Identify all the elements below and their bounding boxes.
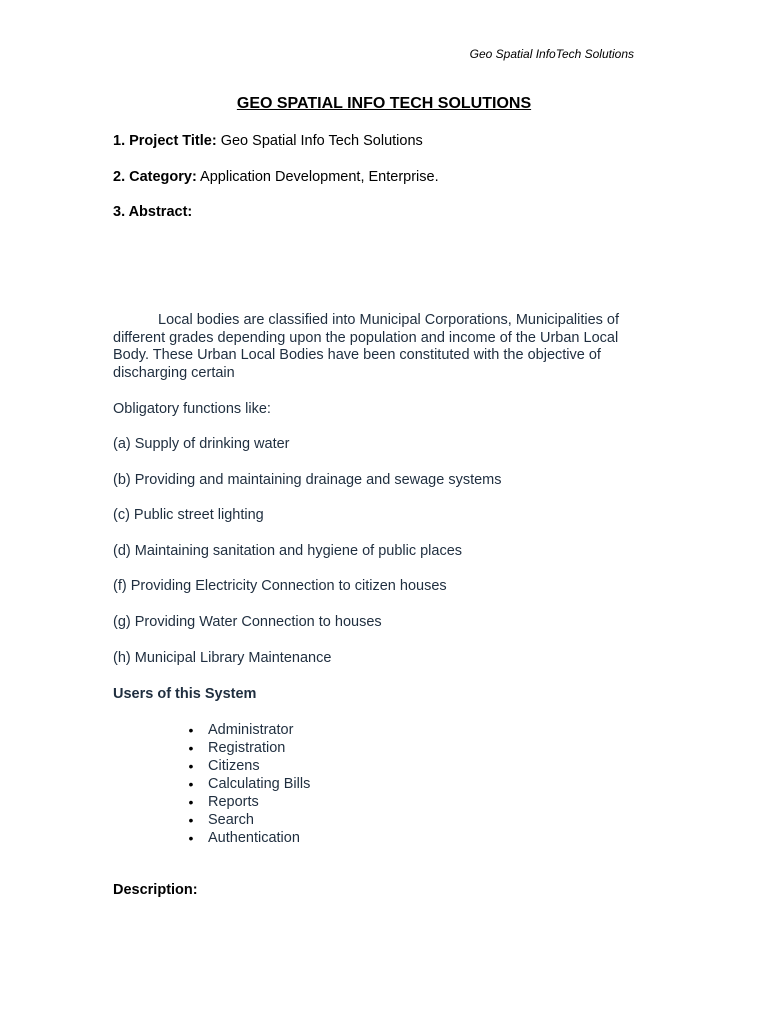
user-item-label: Administrator [208,722,294,738]
function-item-b: (b) Providing and maintaining drainage and sewage systems [113,472,502,488]
function-item-g: (g) Providing Water Connection to houses [113,614,382,630]
bullet-icon: • [188,740,194,756]
function-item-c: (c) Public street lighting [113,507,264,523]
abstract-heading [113,204,192,220]
list-item [184,793,310,811]
list-item [184,829,310,847]
project-title-label: 1. Project Title: [113,133,217,149]
function-item-f: (f) Providing Electricity Connection to citizen houses [113,578,447,594]
list-item [184,775,310,793]
user-item-label: Reports [208,794,259,810]
bullet-icon: • [188,794,194,810]
abstract-paragraph: Local bodies are classified into Municipal Corporations, Municipalities of different grades depending upon the population and income of the Urban Local Body. These Urban Local Bodies have been constituted with the objective of discharging certain [113,312,620,381]
project-title-field [113,133,423,149]
document-title: GEO SPATIAL INFO TECH SOLUTIONS [236,95,532,112]
users-list [184,721,310,847]
function-item-d: (d) Maintaining sanitation and hygiene of public places [113,543,463,559]
function-item-h: (h) Municipal Library Maintenance [113,650,332,666]
category-value: Application Development, Enterprise. [200,169,439,185]
bullet-icon: • [188,830,194,846]
list-item [184,721,310,739]
bullet-icon: • [188,758,194,774]
category-label: 2. Category: [113,169,197,185]
user-item-label: Calculating Bills [208,776,311,792]
project-title-value: Geo Spatial Info Tech Solutions [220,133,423,149]
user-item-label: Citizens [208,758,260,774]
running-header: Geo Spatial InfoTech Solutions [469,47,634,61]
function-item-a: (a) Supply of drinking water [113,436,290,452]
bullet-icon: • [188,812,194,828]
description-heading: Description: [113,882,198,898]
bullet-icon: • [188,722,194,738]
list-item [184,811,310,829]
bullet-icon: • [188,776,194,792]
users-heading: Users of this System [113,686,257,702]
user-item-label: Search [208,812,254,828]
user-item-label: Authentication [208,830,300,846]
category-field [113,169,439,185]
list-item [184,757,310,775]
abstract-label: 3. Abstract: [113,204,193,220]
user-item-label: Registration [208,740,286,756]
functions-intro: Obligatory functions like: [113,401,271,417]
list-item [184,739,310,757]
